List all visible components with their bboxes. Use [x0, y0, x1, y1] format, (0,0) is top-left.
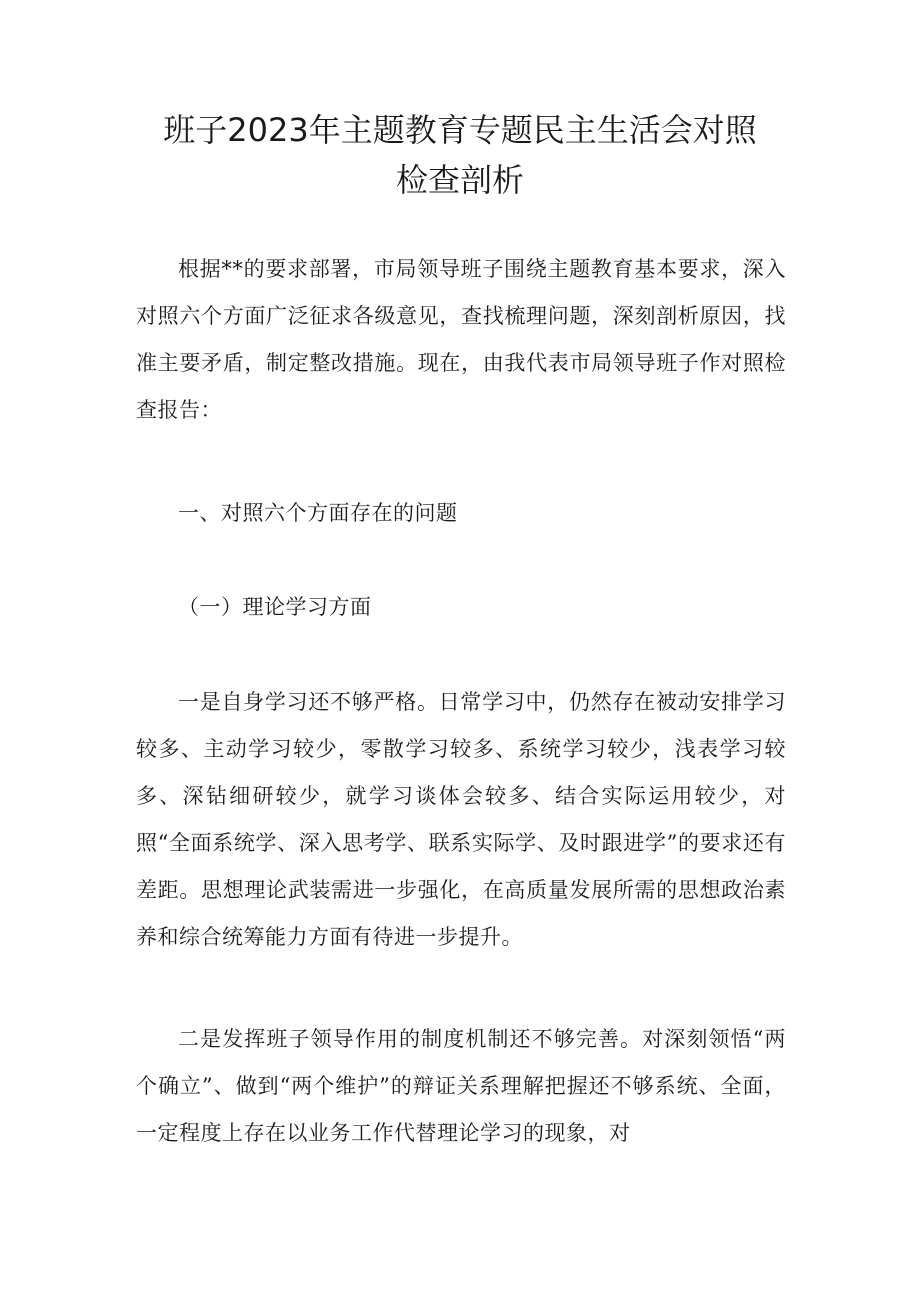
subsection-heading: （一）理论学习方面 [178, 595, 372, 619]
body-paragraph-one: 一是自身学习还不够严格。日常学习中，仍然存在被动安排学习较多、主动学习较少，零散学习较多、系统学习较少，浅表学习较多、深钻细研较少，就学习谈体会较多、结合实际运用较少，对照“全面系统学、深入思考学、联系实际学、及时跟进学”的要求还有差距。思想理论武装需进一步强化，在高质量发展所需的思想政治素养和综合统筹能力方面有待进一步提升。 [136, 690, 786, 949]
section-heading: 一、对照六个方面存在的问题 [178, 501, 458, 525]
intro-paragraph: 根据**的要求部署，市局领导班子围绕主题教育基本要求，深入对照六个方面广泛征求各级意见，查找梳理问题，深刻剖析原因，找准主要矛盾，制定整改措施。现在，由我代表市局领导班子作对照检查报告： [136, 257, 786, 422]
body-paragraph-two: 二是发挥班子领导作用的制度机制还不够完善。对深刻领悟“两个确立”、做到“两个维护”的辩证关系理解把握还不够系统、全面，一定程度上存在以业务工作代替理论学习的现象，对 [136, 1027, 786, 1145]
document-title-line-1: 班子2023年主题教育专题民主生活会对照 [163, 111, 757, 149]
document-title-line-2: 检查剖析 [395, 161, 524, 199]
